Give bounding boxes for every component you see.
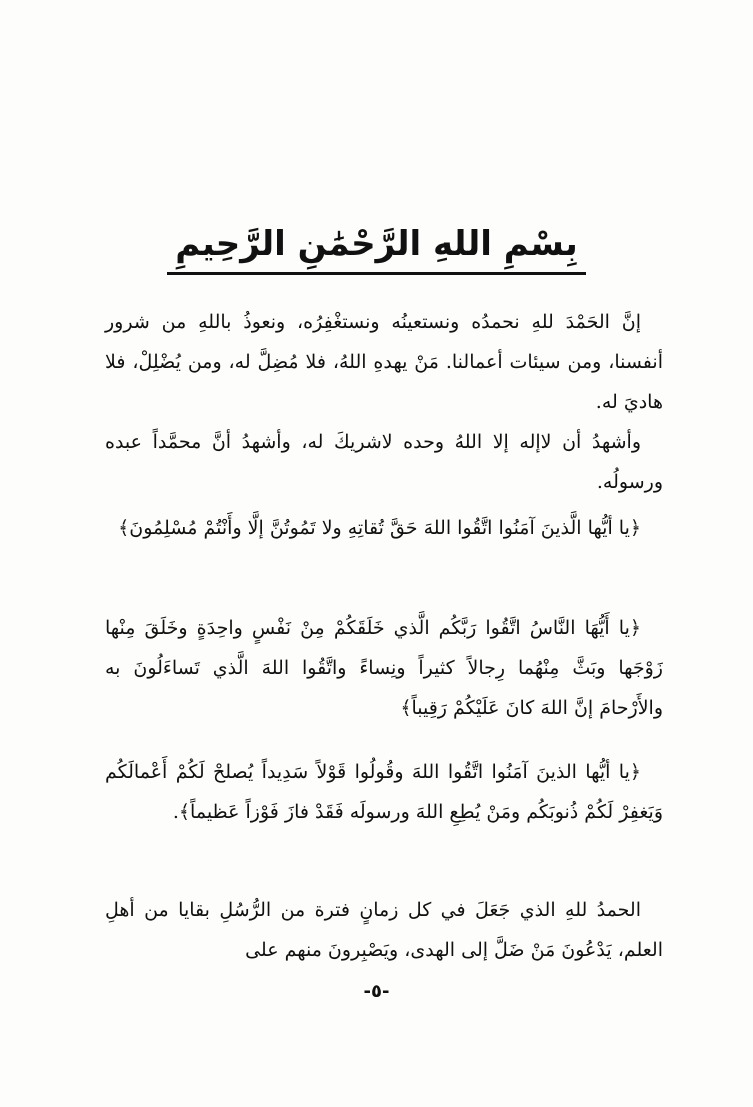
- paragraph-verse-ahzab: ﴿يا أيُّها الذينَ آمَنُوا اتَّقُوا اللهَ وقُولُوا قَوْلاً سَدِيداً يُصلحْ لَكُمْ أَعْمالَكُم وَيَغفِرْ لَكُمْ ذُنوبَكُم ومَنْ يُطِعِ اللهَ ورسولَه فَقَدْ فازَ فَوْزاً عَظيماً﴾.: [105, 761, 663, 823]
- paragraph-praise-continuation: الحمدُ للهِ الذي جَعَلَ في كل زمانٍ فترة من الرُّسُلِ بقايا من أهلِ العلم، يَدْعُونَ مَنْ ضَلَّ إلى الهدى، ويَصْبِرونَ منهم على: [105, 899, 663, 961]
- paragraph-verse-imran: ﴿يا أيُّها الَّذينَ آمَنُوا اتَّقُوا اللهَ حَقَّ تُقاتِهِ ولا تَمُوتُنَّ إلَّا وأَنْتُمْ مُسْلِمُونَ﴾: [118, 517, 641, 539]
- paragraph-opening-praise: إنَّ الحَمْدَ للهِ نحمدُه ونستعينُه ونستغْفِرُه، ونعوذُ باللهِ من شرور أنفسنا، ومن سيئات أعمالنا. مَنْ يهدهِ اللهُ، فلا مُضِلَّ له، ومن يُضْلِلْ، فلا هاديَ له.: [105, 311, 663, 413]
- basmala-calligraphy: بِسْمِ اللهِ الرَّحْمَٰنِ الرَّحِيمِ: [167, 222, 586, 275]
- paragraph-verse-nisa: ﴿يا أَيُّهَا النَّاسُ اتَّقُوا رَبَّكُم الَّذي خَلَقَكُمْ مِنْ نَفْسٍ واحِدَةٍ وخَلَقَ مِنْها زَوْجَها وبَثَّ مِنْهُما رِجالاً كثيراً ونِساءً واتَّقُوا اللهَ الَّذي تَساءَلُونَ به والأَرْحامَ إنَّ اللهَ كانَ عَلَيْكُمْ رَقِيباً﴾: [105, 617, 663, 719]
- basmala-header: [0, 222, 753, 275]
- paragraph-testimony: وأشهدُ أن لاإله إلا اللهُ وحده لاشريكَ له، وأشهدُ أنَّ محمَّداً عبده ورسولُه.: [105, 431, 663, 493]
- page-number: -٥-: [363, 981, 390, 1002]
